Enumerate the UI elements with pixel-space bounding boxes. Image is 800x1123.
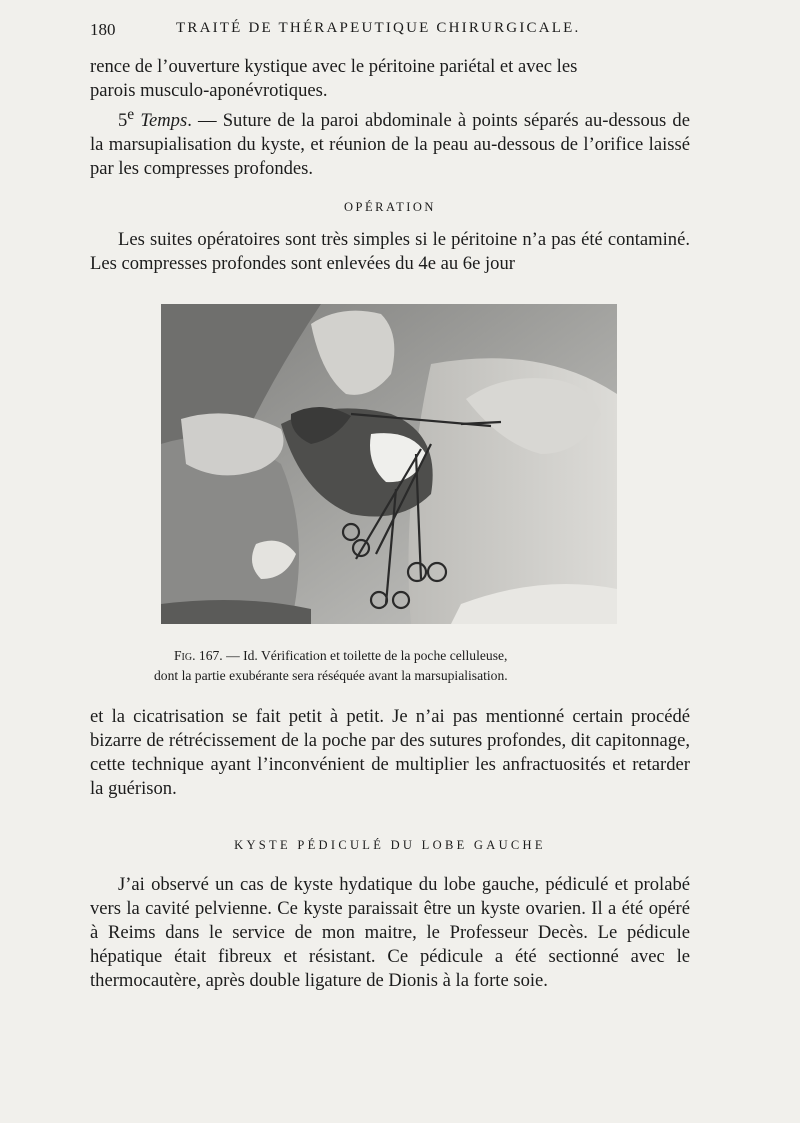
running-title: TRAITÉ DE THÉRAPEUTIQUE CHIRURGICALE. bbox=[176, 20, 581, 36]
paragraph-cicatrisation bbox=[90, 705, 690, 801]
paragraph-suites bbox=[90, 228, 690, 276]
step-superscript: e bbox=[127, 106, 135, 123]
paragraph-fifth-step bbox=[90, 103, 690, 181]
paragraph-opening bbox=[90, 55, 690, 181]
surgical-photograph bbox=[161, 304, 617, 624]
caption-line: dont la partie exubérante sera réséquée avant la marsupialisation. bbox=[154, 668, 508, 683]
running-head bbox=[90, 20, 690, 46]
paragraph-text: et la cicatrisation se fait petit à petit. Je n’ai pas mentionné certain procédé bizarre de rétrécissement de la poche par des sutures profondes, dit capitonnage, cette technique ayant l’inconvénient de multiplier les anfractuosités et retarder la guérison. bbox=[90, 706, 690, 799]
caption-text: — Id. Vérification et toilette de la poche celluleuse, bbox=[222, 648, 508, 663]
step-text: . — Suture de la paroi abdominale à points séparés au-dessous de la marsupialisation du kyste, et réunion de la peau au-dessous de l’orifice laissé par les compresses profondes. bbox=[90, 110, 690, 180]
step-word: Temps bbox=[140, 110, 188, 132]
paragraph-text: J’ai observé un cas de kyste hydatique du lobe gauche, pédiculé et prolabé vers la cavité pelvienne. Ce kyste paraissait être un kyste ovarien. Il a été opéré à Reims dans le service de mon maitre, le Professeur Decès. Le pédicule hépatique était fibreux et résistant. Ce pédicule a été sectionné avec le thermocautère, après double ligature de Dionis à la forte soie. bbox=[90, 874, 690, 991]
paragraph-line: parois musculo-aponévrotiques. bbox=[90, 80, 328, 101]
figure-caption bbox=[150, 646, 646, 686]
paragraph-line: rence de l’ouverture kystique avec le péritoine pariétal et avec les bbox=[90, 56, 578, 77]
page-number: 180 bbox=[90, 20, 116, 39]
caption-line bbox=[150, 646, 646, 666]
step-number: 5 bbox=[118, 110, 128, 132]
photograph-illustration bbox=[161, 304, 617, 624]
paragraph-kyste bbox=[90, 873, 690, 993]
section-heading-operation: OPÉRATION bbox=[344, 200, 436, 214]
paragraph-text: Les suites opératoires sont très simples si le péritoine n’a pas été contaminé. Les compresses profondes sont enlevées du 4e au 6e jour bbox=[90, 229, 690, 274]
figure-label: Fig. 167. bbox=[174, 648, 223, 663]
section-heading-kyste: KYSTE PÉDICULÉ DU LOBE GAUCHE bbox=[234, 838, 546, 852]
